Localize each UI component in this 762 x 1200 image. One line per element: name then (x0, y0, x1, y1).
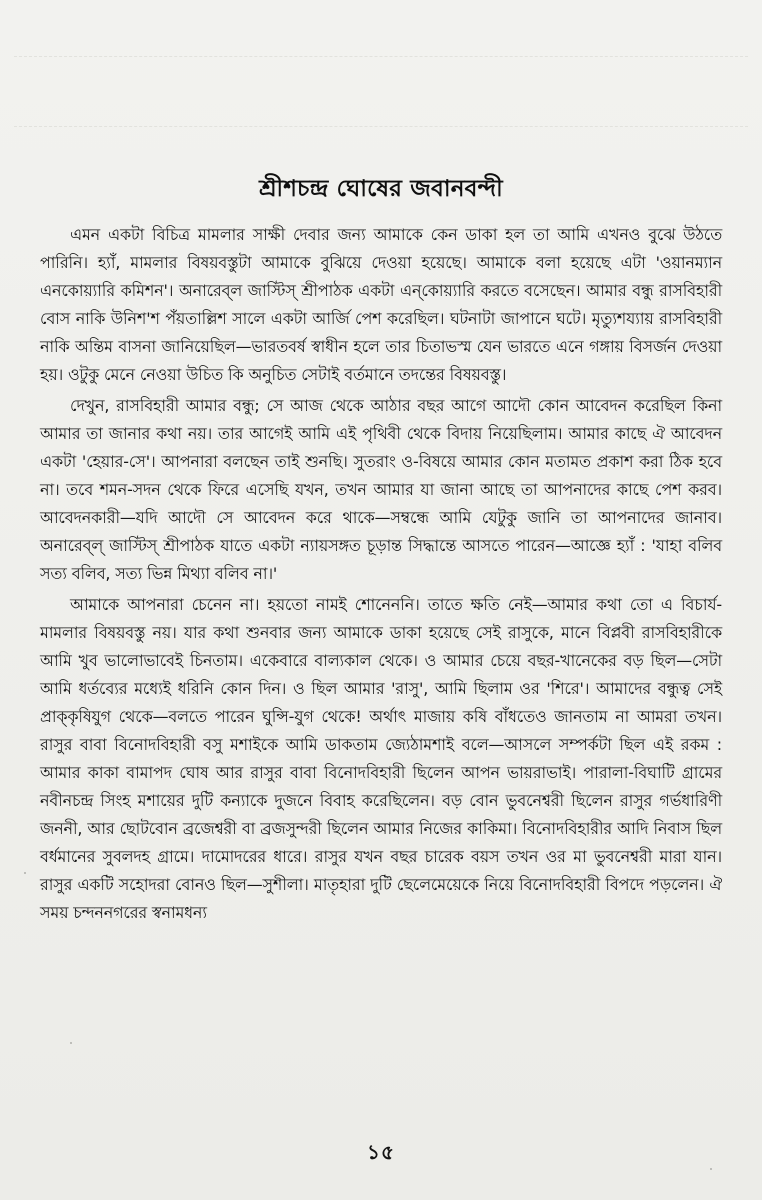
page-number: ১৫ (367, 1140, 395, 1164)
scan-speck (70, 1042, 72, 1044)
scan-speck (24, 872, 26, 874)
scan-speck (710, 1168, 712, 1170)
chapter-body (40, 221, 722, 927)
chapter-title: শ্রীশচন্দ্র ঘোষের জবানবন্দী (259, 176, 503, 202)
paragraph: আমাকে আপনারা চেনেন না। হয়তো নামই শোনেননি। তাতে ক্ষতি নেই—আমার কথা তো এ বিচার্য-মামলার বিষয়বস্তু নয়। যার কথা শুনবার জন্য আমাকে ডাকা হয়েছে সেই রাসুকে, মানে বিপ্লবী রাসবিহারীকে আমি খুব ভালোভাবেই চিনতাম। একেবারে বাল্যকাল থেকে। ও আমার চেয়ে বছর-খানেকের বড় ছিল—সেটা আমি ধর্তব্যের মধ্যেই ধরিনি কোন দিন। ও ছিল আমার 'রাসু', আমি ছিলাম ওর 'শিরে'। আমাদের বন্ধুত্ব সেই প্রাক্‌কৃষিযুগ থেকে—বলতে পারেন ঘুন্সি-যুগ থেকে! অর্থাৎ মাজায় কষি বাঁধতেও জানতাম না আমরা তখন। রাসুর বাবা বিনোদবিহারী বসু মশাইকে আমি ডাকতাম জ্যেঠামশাই বলে—আসলে সম্পর্কটা ছিল এই রকম : আমার কাকা বামাপদ ঘোষ আর রাসুর বাবা বিনোদবিহারী ছিলেন আপন ভায়রাভাই। পারালা-বিঘাটি গ্রামের নবীনচন্দ্র সিংহ মশায়ের দুটি কন্যাকে দুজনে বিবাহ করেছিলেন। বড় বোন ভুবনেশ্বরী ছিলেন রাসুর গর্ভধারিণী জননী, আর ছোটবোন ব্রজেশ্বরী বা ব্রজসুন্দরী ছিলেন আমার নিজের কাকিমা। বিনোদবিহারীর আদি নিবাস ছিল বর্ধমানের সুবলদহ গ্রামে। দামোদরের ধারে। রাসুর যখন বছর চারেক বয়স তখন ওর মা ভুবনেশ্বরী মারা যান। রাসুর একটি সহোদরা বোনও ছিল—সুশীলা। মাতৃহারা দুটি ছেলেমেয়েকে নিয়ে বিনোদবিহারী বিপদে পড়লেন। ঐ সময় চন্দননগরের স্বনামধন্য (40, 595, 722, 922)
scan-texture-line (14, 126, 748, 127)
chapter-content (40, 174, 722, 930)
paragraph: দেখুন, রাসবিহারী আমার বন্ধু; সে আজ থেকে আঠার বছর আগে আদৌ কোন আবেদন করেছিল কিনা আমার তা জানার কথা নয়। তার আগেই আমি এই পৃথিবী থেকে বিদায় নিয়েছিলাম। আমার কাছে ঐ আবেদন একটা 'হেয়ার-সে'। আপনারা বলছেন তাই শুনছি। সুতরাং ও-বিষয়ে আমার কোন মতামত প্রকাশ করা ঠিক হবে না। তবে শমন-সদন থেকে ফিরে এসেছি যখন, তখন আমার যা জানা আছে তা আপনাদের কাছে পেশ করব। আবেদনকারী—যদি আদৌ সে আবেদন করে থাকে—সম্বন্ধে আমি যেটুকু জানি তা আপনাদের জানাব। অনারেব্‌ল্ জাস্টিস্ শ্রীপাঠক যাতে একটা ন্যায়সঙ্গত চূড়ান্ত সিদ্ধান্তে আসতে পারেন—আজ্ঞে হ্যাঁ : 'যাহা বলিব সত্য বলিব, সত্য ভিন্ন মিথ্যা বলিব না।' (40, 396, 722, 583)
scan-texture-line (14, 56, 748, 57)
paragraph: এমন একটা বিচিত্র মামলার সাক্ষী দেবার জন্য আমাকে কেন ডাকা হল তা আমি এখনও বুঝে উঠতে পারিনি। হ্যাঁ, মামলার বিষয়বস্তুটা আমাকে বুঝিয়ে দেওয়া হয়েছে। আমাকে বলা হয়েছে এটা 'ওয়ানম্যান এনকোয়্যারি কমিশন'। অনারেব্‌ল জাস্টিস্ শ্রীপাঠক একটা এন্‌কোয়্যারি করতে বসেছেন। আমার বন্ধু রাসবিহারী বোস নাকি উনিশ'শ পঁয়তাল্লিশ সালে একটা আর্জি পেশ করেছিল। ঘটনাটা জাপানে ঘটে। মৃত্যুশয্যায় রাসবিহারী নাকি অন্তিম বাসনা জানিয়েছিল—ভারতবর্ষ স্বাধীন হলে তার চিতাভস্ম যেন ভারতে এনে গঙ্গায় বিসর্জন দেওয়া হয়। ওটুকু মেনে নেওয়া উচিত কি অনুচিত সেটাই বর্তমানে তদন্তের বিষয়বস্তু। (40, 225, 722, 384)
